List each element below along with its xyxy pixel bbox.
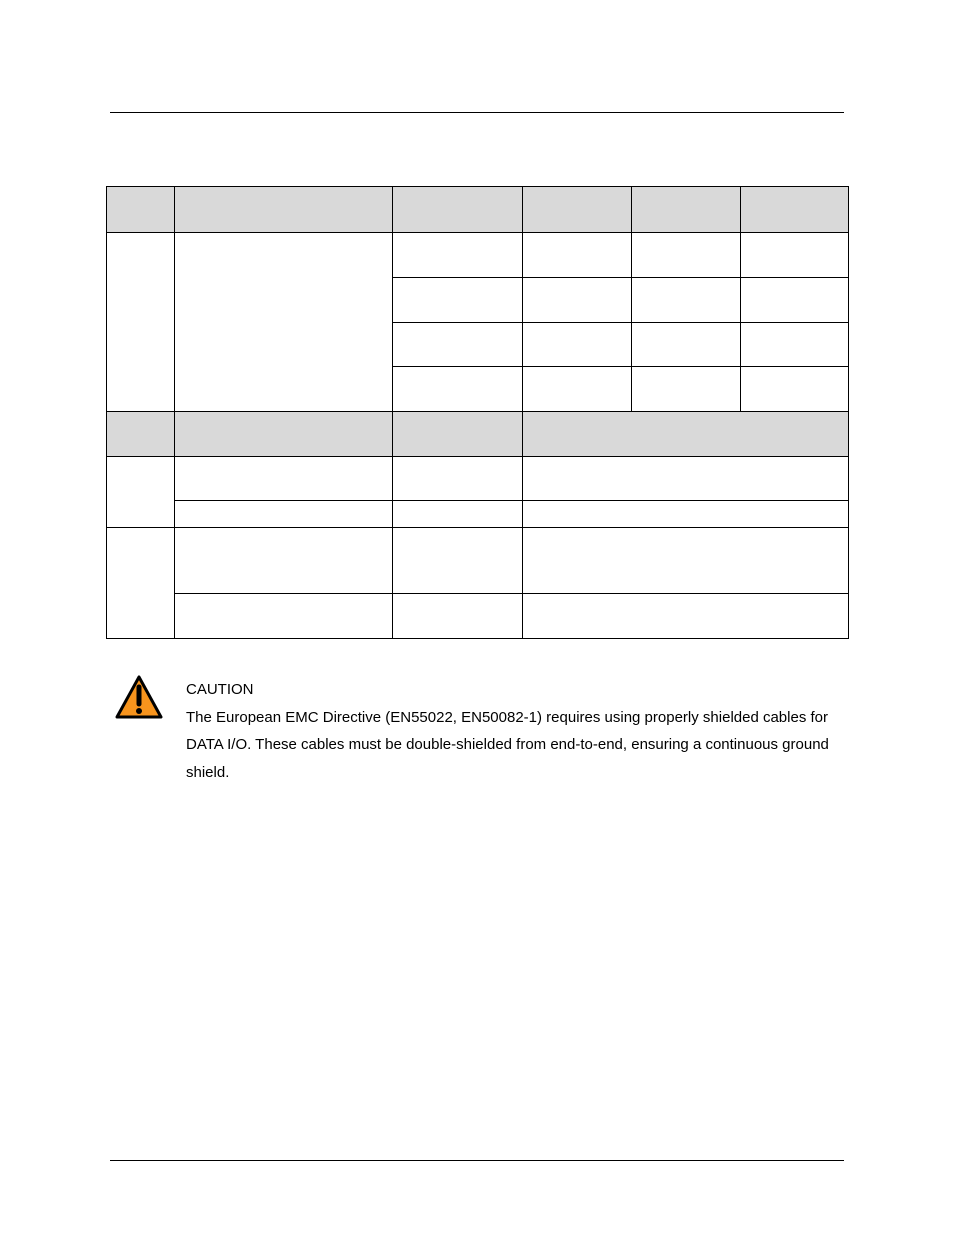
table-header-row [107, 412, 849, 457]
table-cell [175, 594, 393, 639]
table-cell [523, 594, 849, 639]
table-row [107, 233, 849, 278]
table-cell [393, 323, 523, 367]
table-cell [523, 233, 632, 278]
table-header-cell [523, 412, 849, 457]
specification-table [106, 186, 849, 639]
table-cell [523, 278, 632, 323]
table-header-cell [523, 187, 632, 233]
table-header-cell [107, 412, 175, 457]
warning-triangle-icon [114, 674, 164, 720]
table-header-cell [393, 187, 523, 233]
table-cell [393, 501, 523, 528]
table-cell [741, 233, 849, 278]
table-cell [523, 367, 632, 412]
table-cell [632, 323, 741, 367]
caution-body: The European EMC Directive (EN55022, EN50082-1) requires using properly shielded cables for DATA I/O. These cables must be double-shielded from end-to-end, ensuring a continuous ground shield. [186, 708, 829, 781]
table-cell [107, 457, 175, 528]
table-row [107, 501, 849, 528]
table-cell [632, 278, 741, 323]
table-cell [393, 367, 523, 412]
table-row [107, 528, 849, 594]
table-cell [175, 457, 393, 501]
caution-title: CAUTION [186, 681, 254, 698]
table-cell [741, 323, 849, 367]
table-cell [523, 528, 849, 594]
table-cell [393, 457, 523, 501]
table-cell [632, 367, 741, 412]
footer-rule [110, 1160, 844, 1161]
caution-notice [186, 676, 846, 786]
table-header-cell [632, 187, 741, 233]
table-cell [741, 367, 849, 412]
header-rule [110, 112, 844, 113]
table-header-row [107, 187, 849, 233]
table-header-cell [175, 412, 393, 457]
table-row [107, 594, 849, 639]
table-cell [175, 528, 393, 594]
table-row [107, 457, 849, 501]
table-header-cell [741, 187, 849, 233]
table-cell [393, 233, 523, 278]
table-cell [523, 457, 849, 501]
table-cell [107, 233, 175, 412]
table-header-cell [107, 187, 175, 233]
table-cell [107, 528, 175, 639]
table-header-cell [175, 187, 393, 233]
table-cell [393, 278, 523, 323]
table-cell [632, 233, 741, 278]
table-cell [523, 323, 632, 367]
table-cell [741, 278, 849, 323]
table-cell [393, 528, 523, 594]
table-cell [523, 501, 849, 528]
table-cell [175, 501, 393, 528]
table-header-cell [393, 412, 523, 457]
table-cell [175, 233, 393, 412]
table-cell [393, 594, 523, 639]
